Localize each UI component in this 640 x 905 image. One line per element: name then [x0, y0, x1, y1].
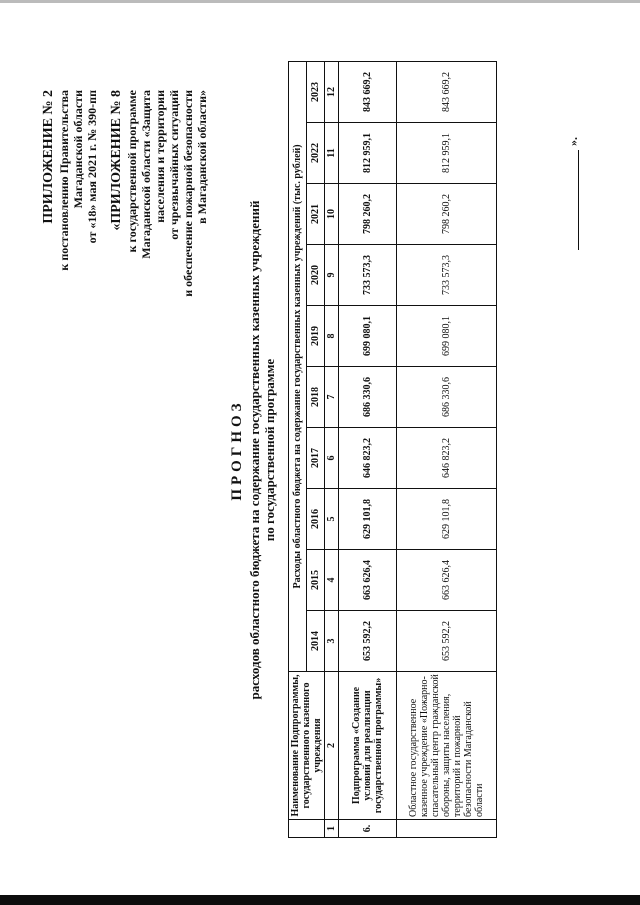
- closing-quote: ».: [566, 137, 580, 146]
- value-cell: 812 959,1: [397, 123, 497, 184]
- col-number: 9: [325, 245, 339, 306]
- row-number: [397, 820, 497, 838]
- top-scan-edge: [0, 0, 640, 3]
- approval-line-8: и обеспечение пожарной безопасности: [181, 90, 195, 297]
- value-cell: 798 260,2: [397, 184, 497, 245]
- value-cell: 663 626,4: [339, 550, 397, 611]
- value-cell: 653 592,2: [397, 611, 497, 672]
- rotated-page: [40, 50, 600, 850]
- year-header: 2022: [307, 123, 325, 184]
- approval-line-2: Магаданской области: [71, 90, 85, 209]
- value-cell: 663 626,4: [397, 550, 497, 611]
- value-cell: 699 080,1: [397, 306, 497, 367]
- col-name-header: Наименование Подпрограммы, государственного казенного учреждения: [289, 672, 325, 820]
- approval-spacer: [99, 90, 108, 850]
- col-number: 4: [325, 550, 339, 611]
- value-cell: 686 330,6: [397, 367, 497, 428]
- value-cell: 812 959,1: [339, 123, 397, 184]
- year-header: 2018: [307, 367, 325, 428]
- col-number: 10: [325, 184, 339, 245]
- appendix-heading: ПРИЛОЖЕНИЕ № 2: [41, 90, 56, 224]
- value-cell: 653 592,2: [339, 611, 397, 672]
- approval-line-3: от «18» мая 2021 г. № 390-пп: [85, 90, 99, 244]
- value-cell: 686 330,6: [339, 367, 397, 428]
- year-header: 2023: [307, 61, 325, 122]
- value-cell: 798 260,2: [339, 184, 397, 245]
- approval-line-1: к постановлению Правительства: [57, 90, 71, 271]
- col-number: 11: [325, 123, 339, 184]
- year-header: 2020: [307, 245, 325, 306]
- forecast-table: [288, 61, 497, 838]
- header-row-1: [289, 61, 307, 837]
- year-header: 2019: [307, 306, 325, 367]
- appendix-heading-2: «ПРИЛОЖЕНИЕ № 8: [109, 90, 124, 231]
- year-header: 2017: [307, 428, 325, 489]
- year-header: 2014: [307, 611, 325, 672]
- row-number: 6.: [339, 820, 397, 838]
- value-cell: 646 823,2: [339, 428, 397, 489]
- row-name: Областное государственное казенное учреждение «Пожарно-спасательный центр гражданской обороны, защиты населения, территорий и пожарной безопасности Магаданской области: [397, 672, 497, 820]
- approval-line-9: в Магаданской области»: [195, 90, 209, 224]
- table-row-institution: [397, 61, 497, 837]
- col-number: 3: [325, 611, 339, 672]
- closing-mark: [566, 130, 580, 250]
- title-main: ПРОГНОЗ: [229, 399, 245, 501]
- row-name: Подпрограмма «Создание условий для реализации государственной программы»: [339, 672, 397, 820]
- col-expenses-header: Расходы областного бюджета на содержание государственных казенных учреждений (тыс. рублей): [289, 61, 307, 671]
- table-row-subprogram: [339, 61, 397, 837]
- approval-block: [40, 90, 209, 850]
- approval-line-7: от чрезвычайных ситуаций: [167, 90, 181, 240]
- year-header: 2016: [307, 489, 325, 550]
- col-num-header: [289, 820, 325, 838]
- value-cell: 629 101,8: [339, 489, 397, 550]
- col-number: 6: [325, 428, 339, 489]
- approval-line-4: к государственной программе: [125, 90, 139, 253]
- closing-underline: [578, 150, 579, 250]
- approval-line-5: Магаданской области «Защита: [139, 90, 153, 259]
- bottom-scan-edge: [0, 895, 640, 905]
- value-cell: 699 080,1: [339, 306, 397, 367]
- col-number: 12: [325, 61, 339, 122]
- document-title: [228, 50, 277, 850]
- value-cell: 843 669,2: [339, 61, 397, 122]
- approval-line-6: населения и территории: [153, 90, 167, 223]
- year-header: 2021: [307, 184, 325, 245]
- value-cell: 733 573,3: [397, 245, 497, 306]
- col-number: 5: [325, 489, 339, 550]
- col-number: 2: [325, 672, 339, 820]
- title-sub-1: расходов областного бюджета на содержание государственных казенных учреждений: [247, 200, 262, 700]
- col-number: 7: [325, 367, 339, 428]
- col-number: 8: [325, 306, 339, 367]
- title-sub-2: по государственной программе: [262, 358, 277, 542]
- value-cell: 843 669,2: [397, 61, 497, 122]
- value-cell: 629 101,8: [397, 489, 497, 550]
- year-header: 2015: [307, 550, 325, 611]
- value-cell: 646 823,2: [397, 428, 497, 489]
- value-cell: 733 573,3: [339, 245, 397, 306]
- header-row-numbers: [325, 61, 339, 837]
- col-number: 1: [325, 820, 339, 838]
